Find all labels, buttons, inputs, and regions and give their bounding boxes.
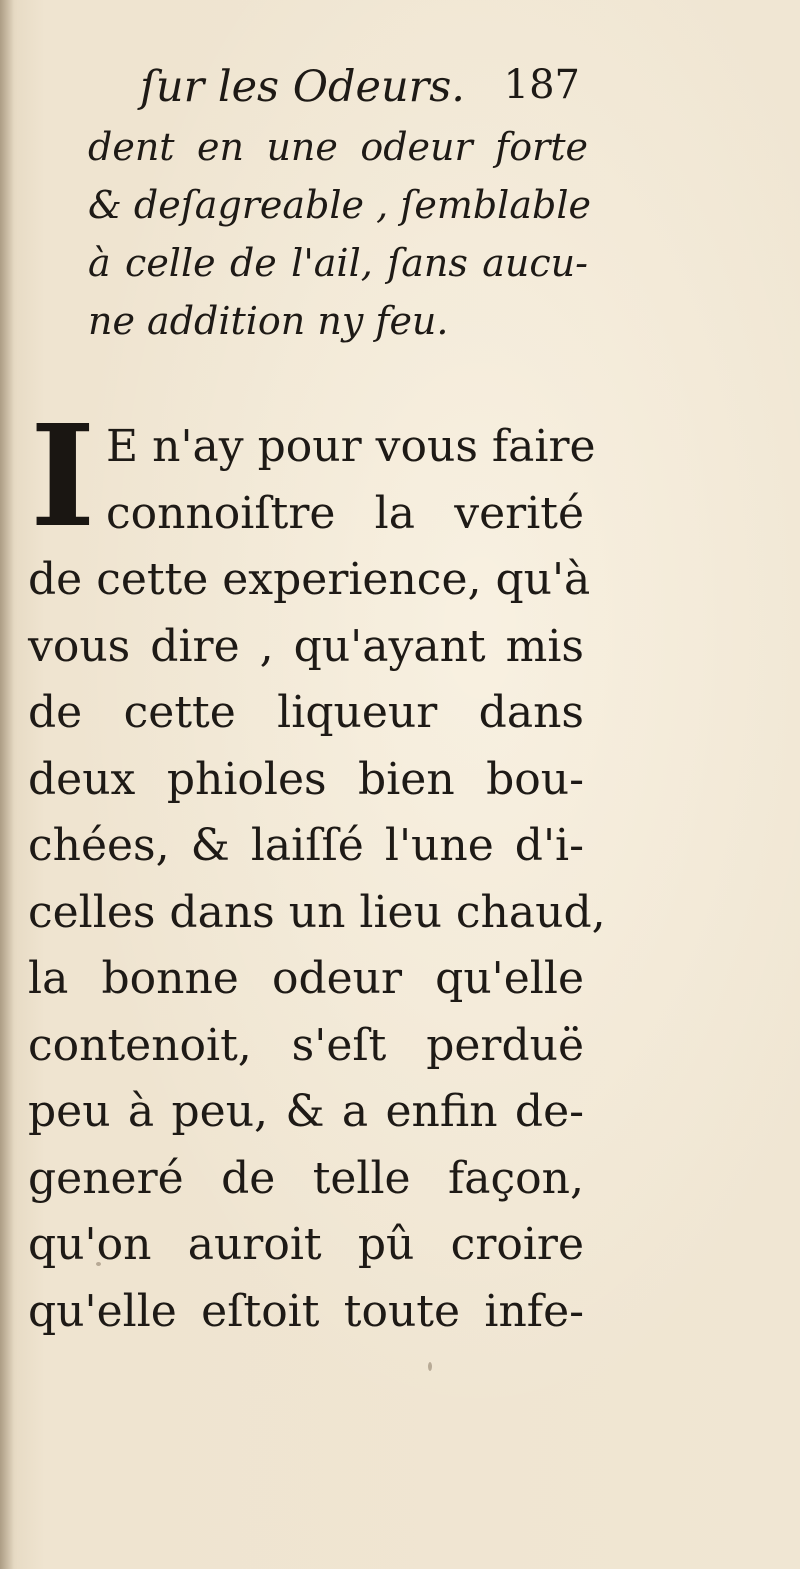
paragraph-line: peu à peu, & a enfin de-: [28, 1086, 584, 1137]
paragraph-line: celles dans un lieu chaud,: [28, 886, 606, 938]
running-head-title: ſur les Odeurs.: [140, 62, 465, 112]
paragraph-line: chées, & laiſſé l'une d'i-: [28, 820, 584, 871]
paragraph-line: qu'on auroit pû croire: [28, 1219, 584, 1270]
paragraph-line: generé de telle façon,: [28, 1152, 584, 1204]
italic-line: à celle de l'ail, ſans aucu-: [88, 241, 588, 285]
paragraph-line: de cette experience, qu'à: [28, 554, 591, 605]
paragraph-line: E n'ay pour vous faire: [106, 421, 596, 472]
paper-speck: [96, 1262, 101, 1266]
paragraph-line: deux phioles bien bou-: [28, 753, 584, 805]
paragraph-line: contenoit, s'eſt perduë: [28, 1019, 584, 1071]
paragraph-line: vous dire , qu'ayant mis: [28, 620, 584, 672]
paragraph-line: de cette liqueur dans: [28, 687, 584, 738]
paragraph-line: connoiſtre la verité: [106, 487, 584, 539]
page-gutter: [0, 0, 14, 1569]
paragraph-line: qu'elle eſtoit toute infe-: [28, 1285, 584, 1337]
running-head: [140, 62, 580, 122]
italic-line: & deſagreable , ſemblable: [88, 183, 591, 227]
drop-cap: I: [30, 395, 96, 559]
italic-text-block: [88, 118, 591, 350]
paragraph-text-block: [28, 395, 606, 1345]
italic-line: ne addition ny feu.: [88, 299, 449, 343]
page-number: 187: [503, 62, 580, 108]
paragraph-line: la bonne odeur qu'elle: [28, 953, 584, 1004]
paper-speck: [428, 1362, 432, 1371]
italic-line: dent en une odeur forte: [88, 125, 588, 169]
